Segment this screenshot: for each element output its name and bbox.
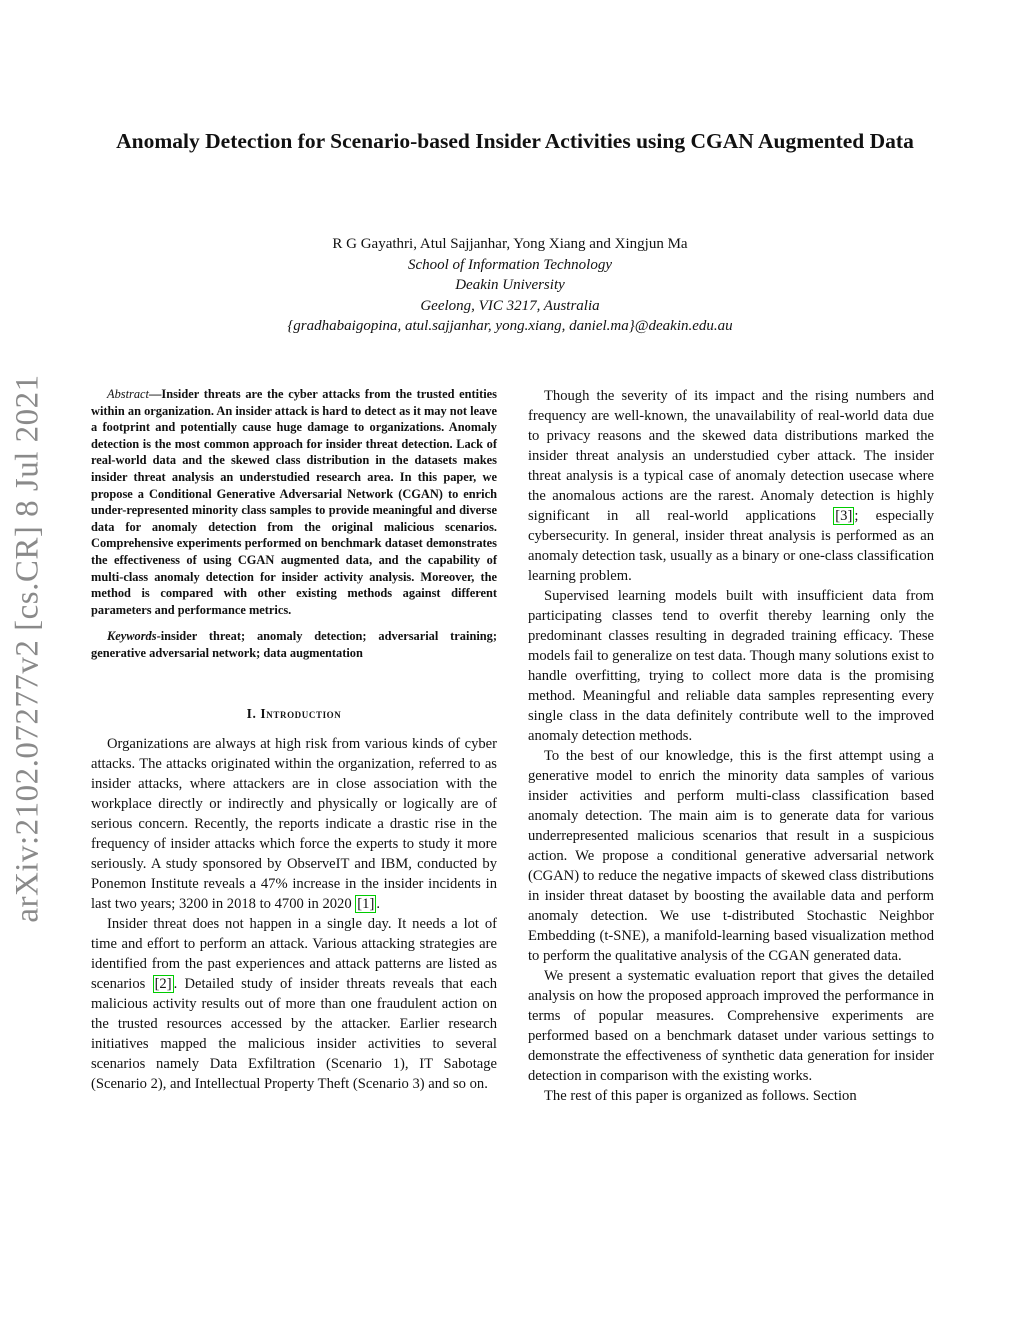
right-paragraph-1: [528, 386, 934, 586]
author-names: R G Gayathri, Atul Sajjanhar, Yong Xiang and Xingjun Ma: [332, 236, 688, 252]
right-paragraph-4: We present a systematic evaluation report that gives the detailed analysis on how the proposed approach improved the performance in terms of popular measures. Comprehensive experiments are performed based on a benchmark dataset under various settings to demonstrate the effectiveness of synthetic data generation for insider detection in comparison with the existing works.: [528, 968, 934, 1084]
author-emails: {gradhabaigopina, atul.sajjanhar, yong.xiang, daniel.ma}@deakin.edu.au: [287, 318, 733, 334]
intro-paragraph-1-end: .: [376, 895, 380, 912]
abstract-lead: Abstract: [107, 387, 149, 401]
citation-link-2[interactable]: [2]: [154, 975, 172, 992]
intro-paragraph-2-end: . Detailed study of insider threats reveals that each malicious activity results out of more than one fraudulent action on the trusted resources accessed by the attacker. Earlier research initiatives mapped the malicious insider activities to several scenarios namely Data Exfiltration (Scenario 1), IT Sabotage (Scenario 2), and Intellectual Property Theft (Scenario 3) and so on.: [91, 975, 498, 1092]
intro-paragraph-1: [91, 734, 497, 914]
left-column: [91, 386, 497, 1094]
author-university: Deakin University: [455, 277, 565, 293]
keywords-text: -insider threat; anomaly detection; adversarial training; generative adversarial network; data augmentation: [91, 629, 497, 660]
right-paragraph-1-text: Though the severity of its impact and the rising numbers and frequency are well-known, the unavailability of real-world data due to privacy reasons and the skewed data distributions marked the insider threat analysis an understudied cyber attack. The insider threat analysis is a typical case of anomaly detection usecase where the anomalous actions are the rarest. Anomaly detection is highly significant in all real-world applications: [528, 388, 934, 524]
right-paragraph-1-end: ; especially cybersecurity. In general, insider threat analysis is performed as an anomaly detection task, usually as a binary or one-class classification learning problem.: [528, 508, 935, 584]
author-location: Geelong, VIC 3217, Australia: [420, 297, 600, 314]
abstract: [91, 386, 497, 618]
author-school: School of Information Technology: [407, 256, 613, 273]
paper-title: Anomaly Detection for Scenario-based Insider Activities using CGAN Augmented Data: [116, 129, 914, 153]
arxiv-identifier-stamp: [8, 368, 48, 928]
arxiv-identifier-text: arXiv:2102.07277v2 [cs.CR] 8 Jul 2021: [9, 373, 46, 923]
right-paragraph-5: The rest of this paper is organized as follows. Section: [544, 1088, 857, 1104]
citation-link-1[interactable]: [1]: [357, 895, 375, 912]
keywords: [91, 628, 497, 661]
intro-paragraph-1-text: Organizations are always at high risk from various kinds of cyber attacks. The attacks originated within the organization, referred to as insider attacks, where attackers are in close association with the workplace directly or indirectly and physically or logically are of serious concern. Recently, the reports indicate a drastic rise in the frequency of insider attacks which force the experts to study it more seriously. A study sponsored by ObserveIT and IBM, conducted by Ponemon Institute reveals a 47% increase in the insider incidents in last two years; 3200 in 2018 to 4700 in 2020: [91, 735, 497, 912]
abstract-text: —Insider threats are the cyber attacks from the trusted entities within an organization. An insider attack is hard to detect as it may not leave a footprint and potentially cause huge damage to organizations. Anomaly detection is the most common approach for insider threat detection. Lack of real-world data and the skewed class distribution in the datasets makes insider threat analysis an understudied research area. In this paper, we propose a Conditional Generative Adversarial Network (CGAN) to enrich under-represented minority class samples to provide meaningful and diverse data for anomaly detection from the original malicious scenarios. Comprehensive experiments performed on benchmark dataset demonstrates the effectiveness of using CGAN augmented data, and the capability of multi-class anomaly detection for insider activity analysis. Moreover, the method is compared with other existing methods against different parameters and performance metrics.: [91, 387, 497, 617]
author-block: [110, 234, 910, 337]
intro-paragraph-2: [91, 914, 497, 1094]
keywords-lead: Keywords: [107, 629, 157, 644]
right-paragraph-2: Supervised learning models built with insufficient data from participating classes tend to overfit thereby learning only the predominant classes resulting in degraded training efficacy. These models fail to generalize on test data. Though many solutions exist to handle overfitting, trying to collect more data is the promising method. Meaningful and reliable data samples representing every single class in the data definitely contribute well to the improved anomaly detection methods.: [528, 588, 934, 744]
intro-paragraph-2-text: Insider threat does not happen in a single day. It needs a lot of time and effort to perform an attack. Various attacking strategies are identified from the past experiences and attack patterns are listed as scenarios: [91, 915, 497, 992]
citation-link-3[interactable]: [3]: [835, 508, 853, 524]
section-heading-introduction: I. Introduction: [246, 705, 342, 721]
right-column: [528, 386, 934, 1106]
right-paragraph-3: To the best of our knowledge, this is the first attempt using a generative model to enrich the minority data samples of various insider activities and perform multi-class classification based anomaly detection. The main aim is to generate data for various underrepresented malicious scenarios that result in a suspicious action. We propose a conditional generative adversarial network (CGAN) to reduce the negative impacts of skewed class distributions in insider threat dataset by boosting the available data and perform anomaly detection. We use t-distributed Stochastic Neighbor Embedding (t-SNE), a manifold-learning based visualization method to perform the qualitative analysis of the CGAN generated data.: [528, 748, 934, 964]
